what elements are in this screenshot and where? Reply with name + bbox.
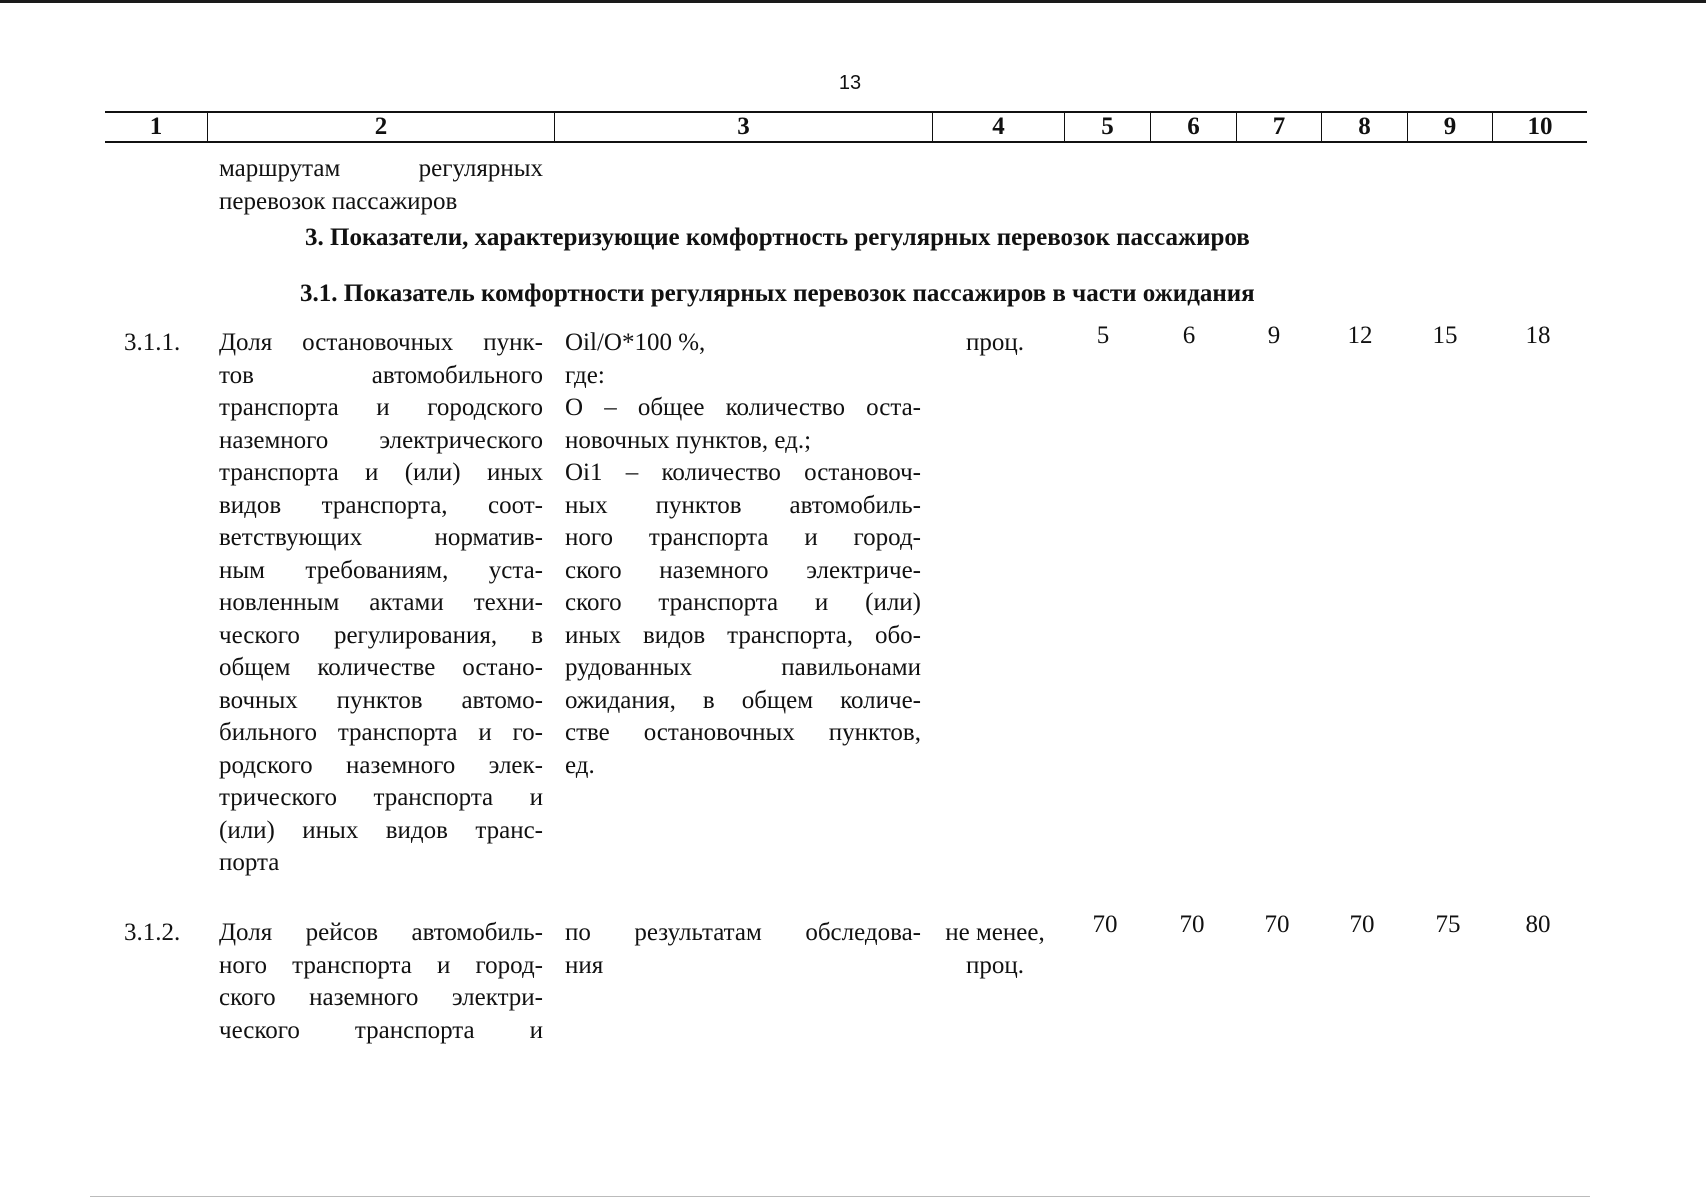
scan-edge-top [0,0,1706,3]
value-col-5-3-1-1: 5 [1096,322,1110,349]
value-col-10-3-1-2: 80 [1525,911,1551,938]
value-col-9-3-1-2: 75 [1435,911,1461,938]
name-line: ным требованиям, уста- [219,556,543,584]
header-cell-6: 6 [1150,113,1236,141]
scan-edge-bottom [90,1196,1590,1197]
formula-line: по результатам обследова- [565,919,921,946]
formula-line: ского наземного электриче- [565,556,921,584]
value-col-7-3-1-2: 70 [1264,911,1290,938]
name-line: новленным актами техни- [219,589,543,616]
formula-line: Oi1 – количество остановоч- [565,459,921,486]
header-cell-5: 5 [1064,113,1150,141]
formula-line: иных видов транспорта, обо- [565,621,921,649]
row-unit-3-1-1 [935,327,1055,360]
subsection-heading: 3.1. Показатель комфортности регулярных перевозок пассажиров в части ожидания [300,280,1255,307]
name-line: бильного транспорта и го- [219,719,543,746]
header-cell-7: 7 [1236,113,1321,141]
value-col-8-3-1-1: 12 [1347,322,1373,349]
name-line: родского наземного элек- [219,751,543,779]
formula-line: новочных пунктов, ед.; [565,426,812,454]
name-line: транспорта и городского [219,394,543,421]
page-number: 13 [838,72,862,94]
formula-line: ожидания, в общем количе- [565,686,921,714]
name-line: ного транспорта и город- [219,951,543,979]
name-line: порта [219,849,280,876]
formula-line: ных пунктов автомобиль- [565,491,921,519]
formula-line: рудованных павильонами [565,654,921,681]
unit-line: проц. [965,951,1024,979]
section-heading: 3. Показатели, характеризующие комфортность регулярных перевозок пассажиров [305,224,1250,251]
value-col-7-3-1-1: 9 [1267,322,1281,349]
name-line: тов автомобильного [219,361,543,389]
header-cell-3: 3 [554,113,932,141]
formula-line: ния [565,951,604,979]
name-line: видов транспорта, соот- [219,491,543,519]
name-line: Доля рейсов автомобиль- [219,919,543,946]
name-line: ческого регулирования, в [219,621,543,649]
row-name-3-1-1 [219,327,543,880]
value-col-8-3-1-2: 70 [1349,911,1375,938]
value-col-9-3-1-1: 15 [1432,322,1458,349]
name-line: общем количестве остано- [219,654,543,681]
name-line: ветствующих норматив- [219,524,543,551]
formula-line: где: [565,361,605,389]
row-name-3-1-2 [219,917,543,1047]
formula-line: О – общее количество оста- [565,394,921,421]
formula-line: ного транспорта и город- [565,524,921,551]
name-line: (или) иных видов транс- [219,816,543,844]
name-line: вочных пунктов автомо- [219,686,543,714]
header-cell-8: 8 [1321,113,1407,141]
formula-line: Oil/O*100 %, [565,329,706,356]
formula-line: ед. [565,751,595,779]
name-line: Доля остановочных пунк- [219,329,543,356]
value-col-6-3-1-2: 70 [1179,911,1205,938]
name-line: наземного электрического [219,426,543,454]
value-col-6-3-1-1: 6 [1182,322,1196,349]
name-line: ского наземного электри- [219,984,543,1011]
row-formula-3-1-2 [565,917,921,982]
continuation-line: маршрутам регулярных [219,155,543,182]
header-cell-2: 2 [207,113,554,141]
header-cell-10: 10 [1492,113,1587,141]
unit-line: не менее, [945,919,1045,946]
unit-line: проц. [965,329,1024,356]
value-col-5-3-1-2: 70 [1092,911,1118,938]
formula-line: стве остановочных пунктов, [565,719,921,746]
header-cell-1: 1 [149,113,163,140]
table-header-row [105,111,1587,143]
value-col-10-3-1-1: 18 [1525,322,1551,349]
row-unit-3-1-2 [935,917,1055,982]
header-cell-9: 9 [1407,113,1492,141]
name-line: ческого транспорта и [219,1016,543,1044]
header-cell-4: 4 [932,113,1064,141]
continuation-text [219,153,543,218]
row-number-3-1-2: 3.1.2. [124,919,181,946]
row-number-3-1-1: 3.1.1. [124,329,181,356]
name-line: транспорта и (или) иных [219,459,543,486]
continuation-line: перевозок пассажиров [219,187,458,215]
name-line: трического транспорта и [219,784,543,811]
row-formula-3-1-1 [565,327,921,782]
formula-line: ского транспорта и (или) [565,589,921,616]
